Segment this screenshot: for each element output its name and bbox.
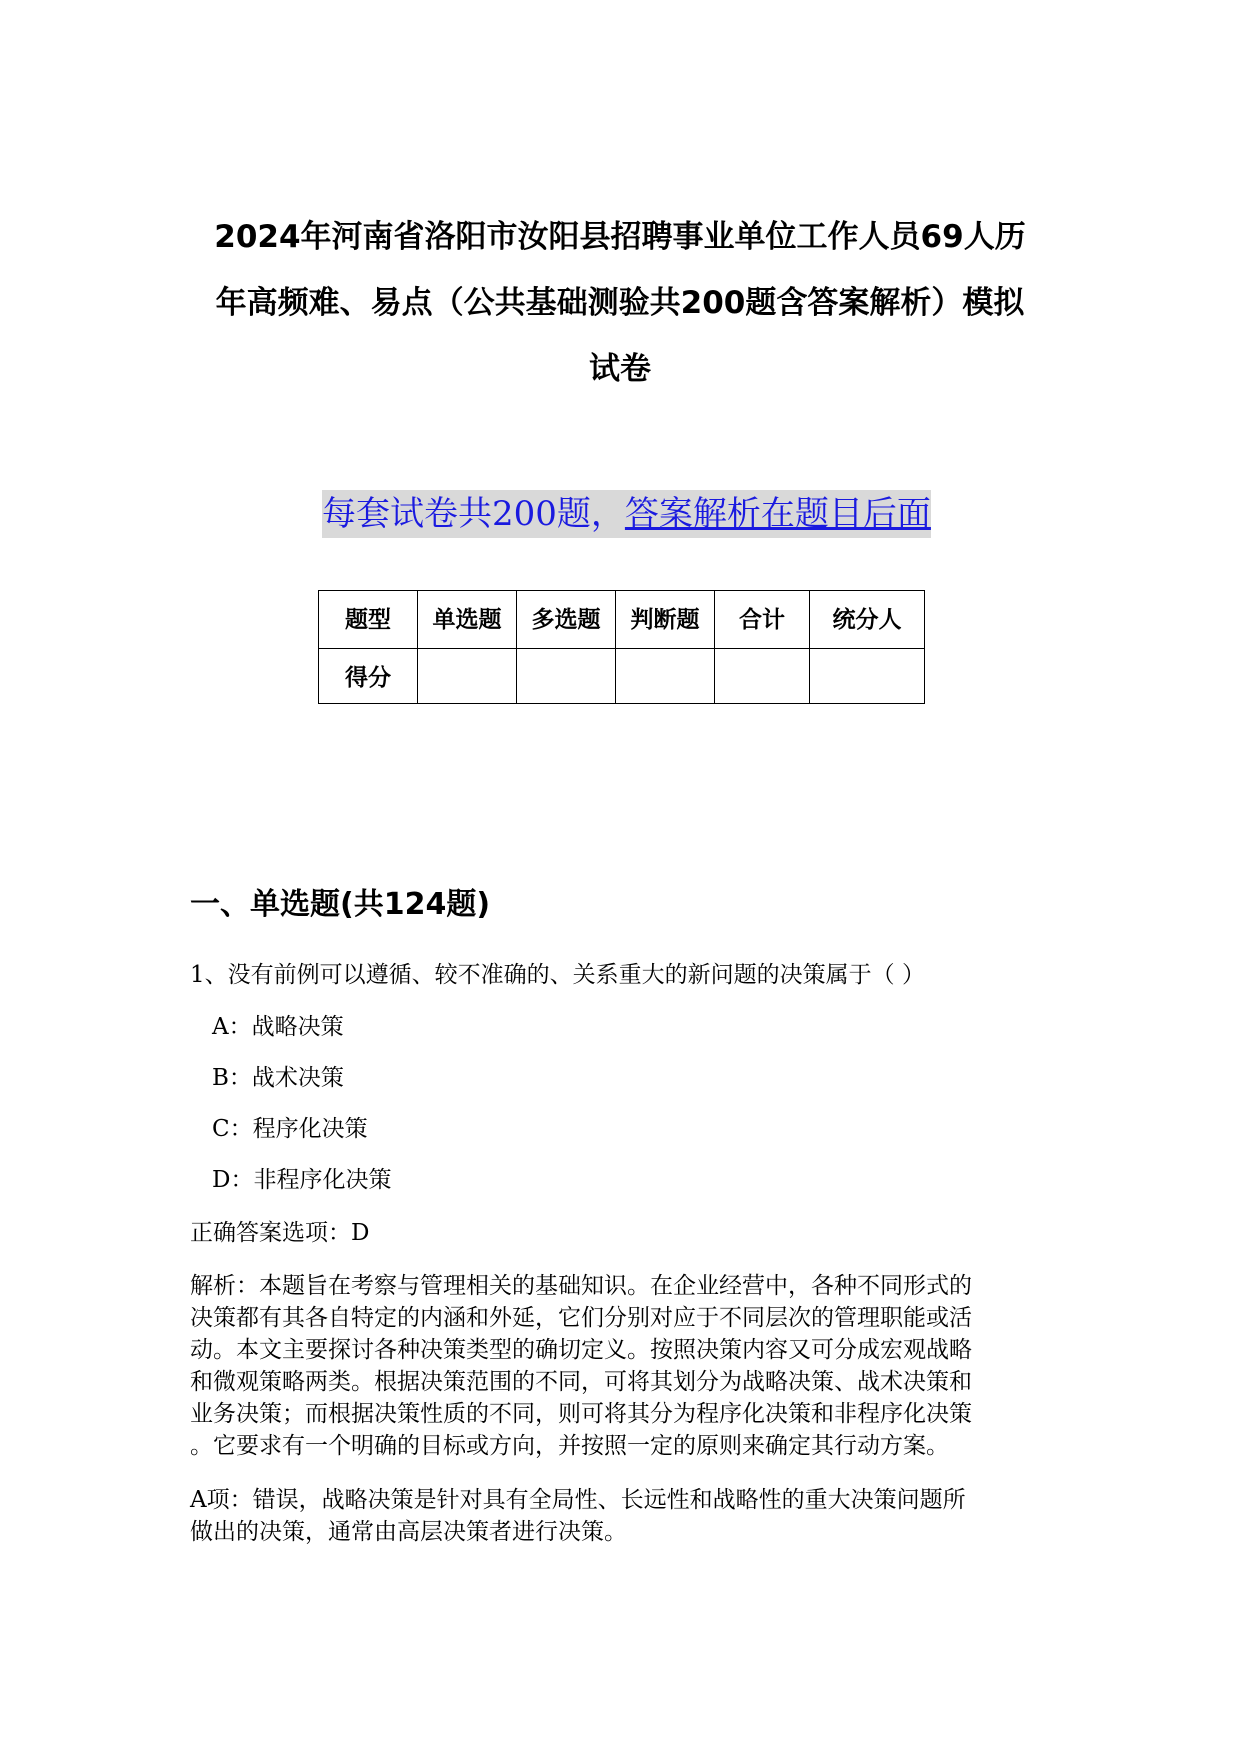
score-cell-true-false[interactable]: [616, 649, 715, 704]
notice-banner: [322, 490, 931, 538]
header-cell-true-false: 判断题: [616, 591, 715, 649]
option-d: D：非程序化决策: [212, 1167, 392, 1193]
analysis-line-4: 和微观策略两类。根据决策范围的不同，可将其划分为战略决策、战术决策和: [190, 1369, 972, 1395]
analysis-line-3: 动。本文主要探讨各种决策类型的确切定义。按照决策内容又可分成宏观战略: [190, 1337, 972, 1363]
score-table: [318, 590, 925, 704]
section-heading-single-choice: 一、单选题(共124题): [190, 887, 491, 922]
option-a-explanation-line-1: A项：错误，战略决策是针对具有全局性、长远性和战略性的重大决策问题所: [190, 1487, 966, 1513]
option-b: B：战术决策: [212, 1065, 344, 1091]
option-c: C：程序化决策: [212, 1116, 368, 1142]
title-line-3: 试卷: [589, 351, 651, 387]
score-cell-single-choice[interactable]: [418, 649, 517, 704]
correct-answer: 正确答案选项：D: [190, 1220, 370, 1246]
analysis-line-1: 解析：本题旨在考察与管理相关的基础知识。在企业经营中，各种不同形式的: [190, 1273, 972, 1299]
header-cell-multiple-choice: 多选题: [517, 591, 616, 649]
analysis-paragraph: [190, 1270, 1050, 1462]
header-cell-single-choice: 单选题: [418, 591, 517, 649]
analysis-line-6: 。它要求有一个明确的目标或方向，并按照一定的原则来确定其行动方案。: [190, 1433, 949, 1459]
question-1-text: 1、没有前例可以遵循、较不准确的、关系重大的新问题的决策属于（ ）: [190, 962, 925, 988]
option-a-explanation-line-2: 做出的决策，通常由高层决策者进行决策。: [190, 1519, 627, 1545]
title-line-2: 年高频难、易点（公共基础测验共200题含答案解析）模拟: [215, 285, 1025, 321]
header-cell-scorer: 统分人: [810, 591, 925, 649]
notice-prefix: 每套试卷共200题，: [322, 494, 625, 534]
row-label-score: 得分: [319, 649, 418, 704]
analysis-line-5: 业务决策；而根据决策性质的不同，则可将其分为程序化决策和非程序化决策: [190, 1401, 972, 1427]
analysis-line-2: 决策都有其各自特定的内涵和外延，它们分别对应于不同层次的管理职能或活: [190, 1305, 972, 1331]
score-table-header-row: [319, 591, 925, 649]
answer-location-link[interactable]: 答案解析在题目后面: [624, 494, 931, 534]
header-cell-type: 题型: [319, 591, 418, 649]
option-a: A：战略决策: [212, 1014, 344, 1040]
score-cell-scorer[interactable]: [810, 649, 925, 704]
score-cell-multiple-choice[interactable]: [517, 649, 616, 704]
score-cell-total[interactable]: [715, 649, 810, 704]
title-line-1: 2024年河南省洛阳市汝阳县招聘事业单位工作人员69人历: [214, 219, 1026, 255]
score-table-score-row: [319, 649, 925, 704]
header-cell-total: 合计: [715, 591, 810, 649]
option-a-explanation: [190, 1484, 1050, 1548]
document-title: [180, 204, 1060, 402]
